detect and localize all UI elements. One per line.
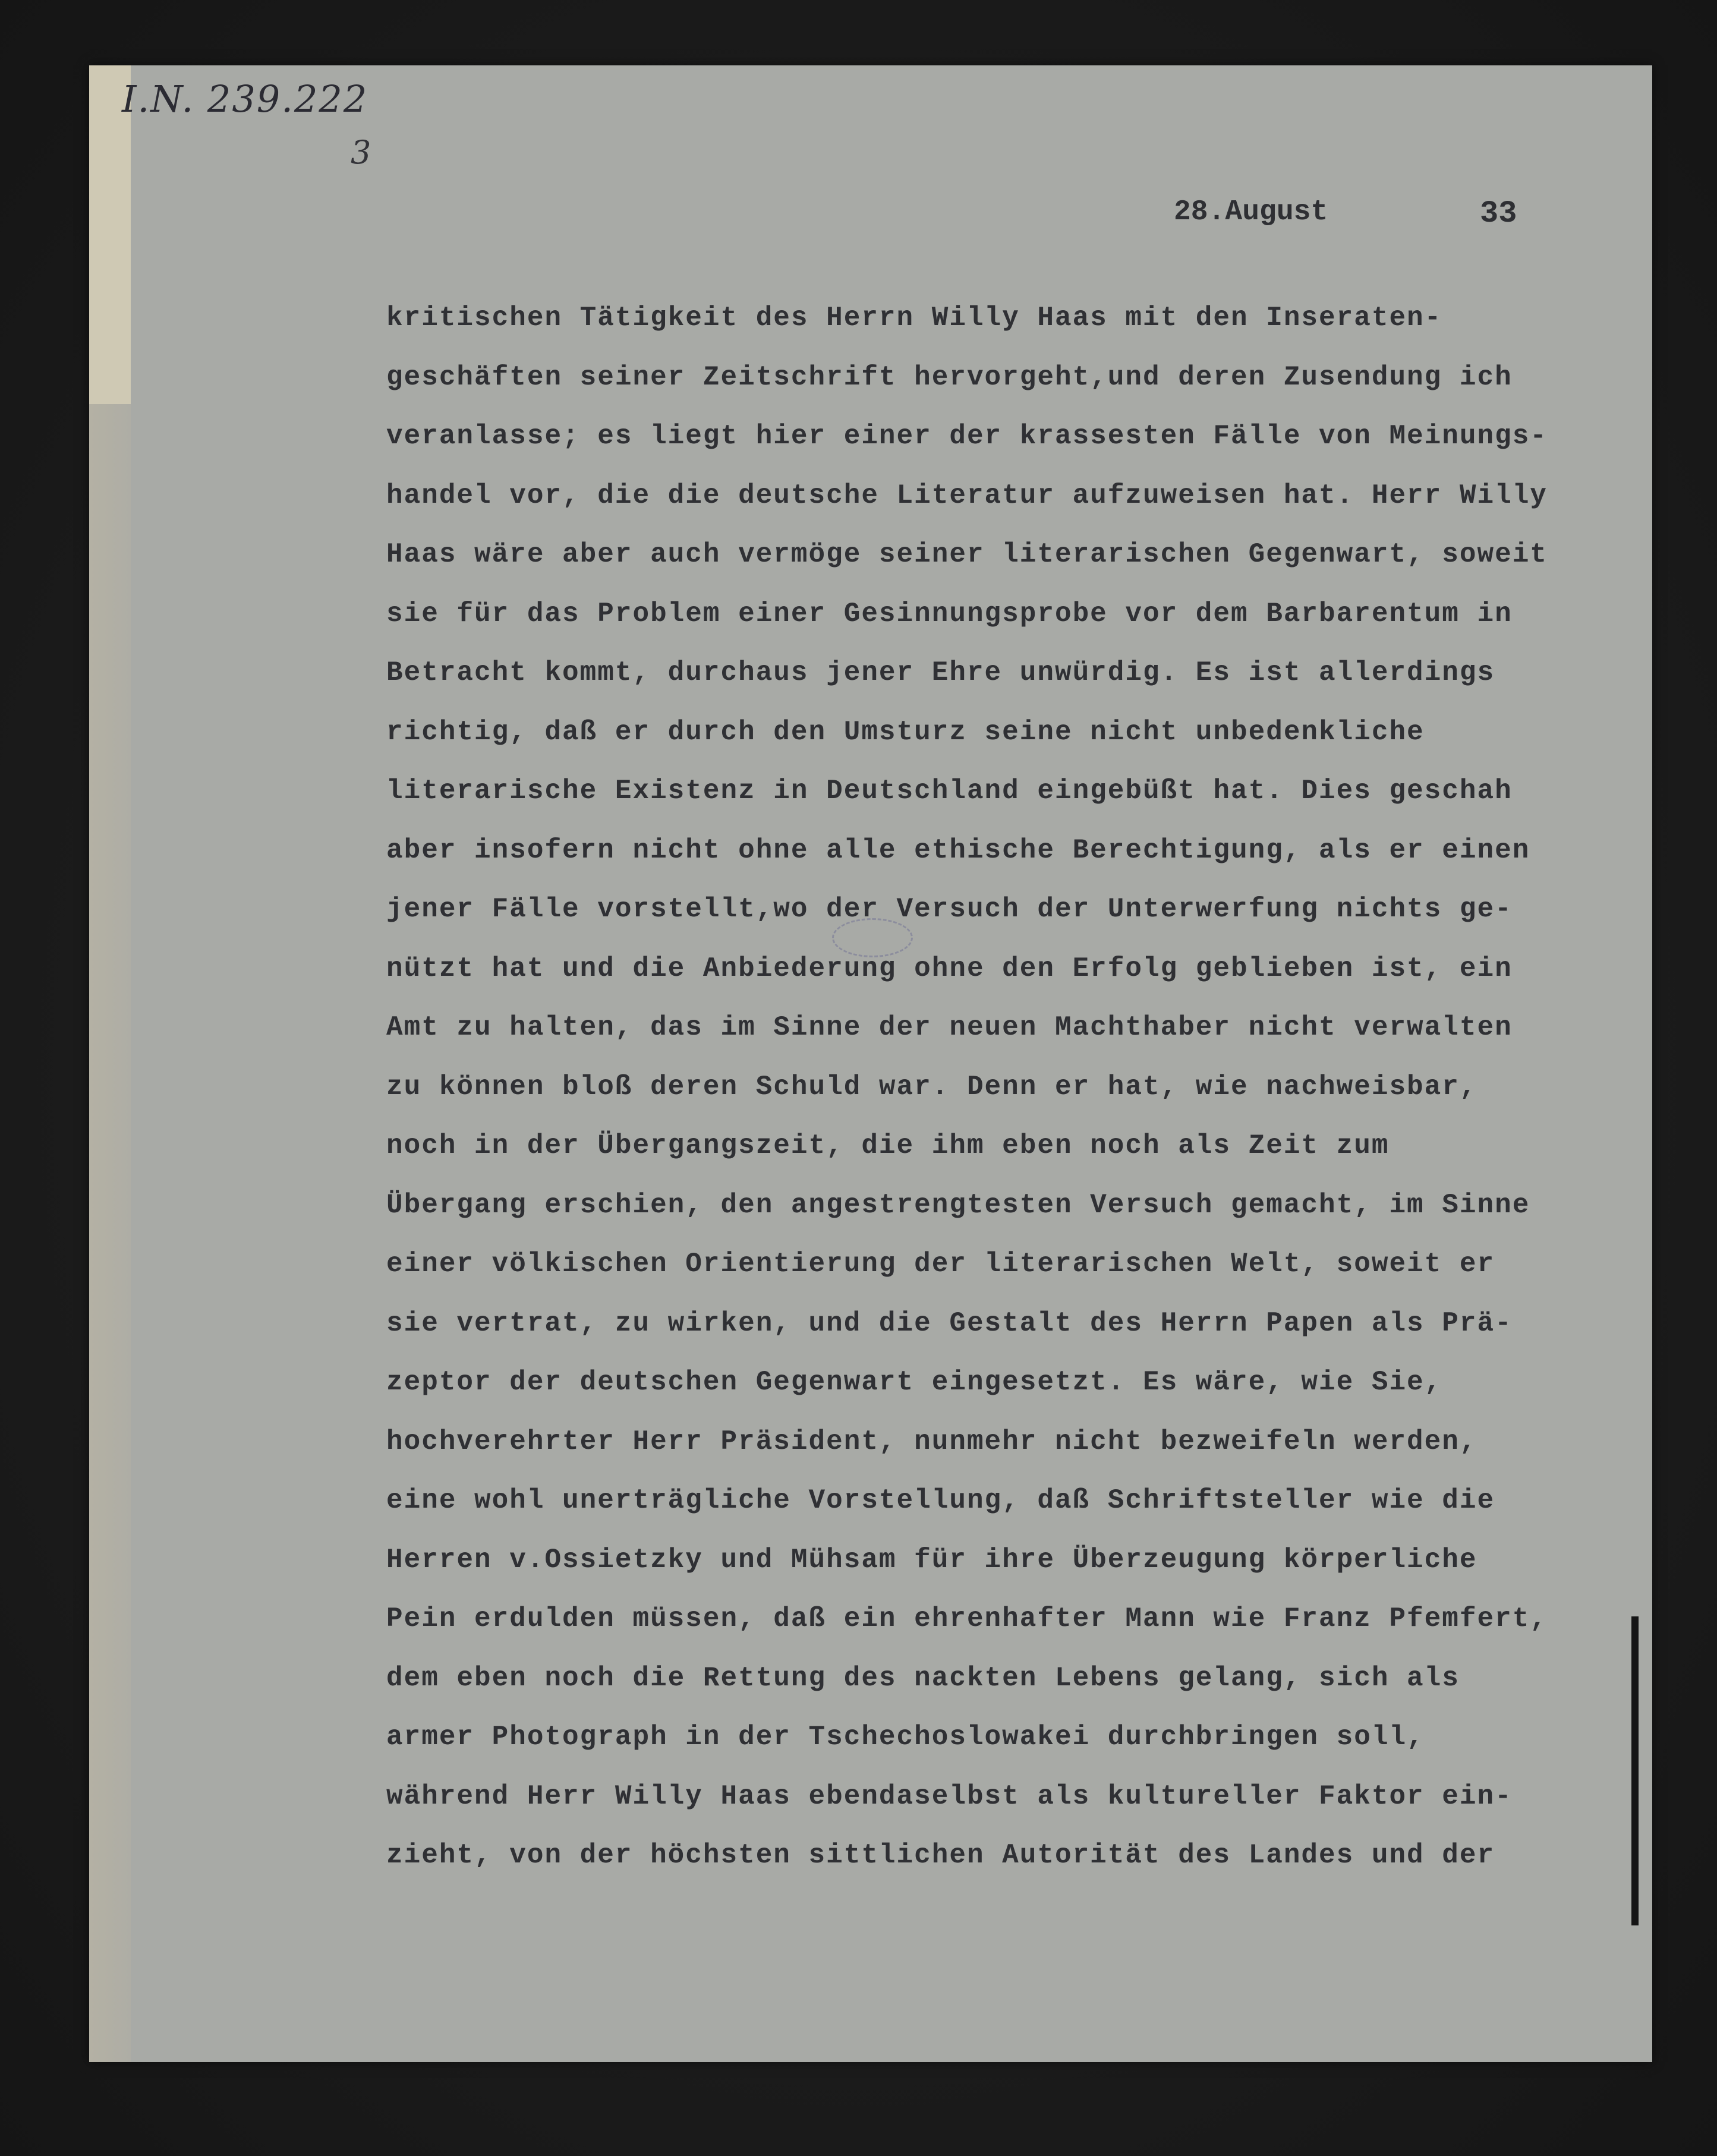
- text-line: kritischen Tätigkeit des Herrn Willy Haas mit den Inseraten-: [386, 302, 1442, 333]
- text-line: Übergang erschien, den angestrengtesten Versuch gemacht, im Sinne: [386, 1189, 1530, 1221]
- text-line: Betracht kommt, durchaus jener Ehre unwürdig. Es ist allerdings: [386, 657, 1495, 688]
- text-line: Herren v.Ossietzky und Mühsam für ihre Überzeugung körperliche: [386, 1544, 1477, 1575]
- text-line: jener Fälle vorstellt,wo der Versuch der Unterwerfung nichts ge-: [386, 894, 1513, 925]
- text-line: sie für das Problem einer Gesinnungsprobe vor dem Barbarentum in: [386, 598, 1513, 629]
- text-line: armer Photograph in der Tschechoslowakei durchbringen soll,: [386, 1722, 1425, 1752]
- text-line: Pein erdulden müssen, daß ein ehrenhafter Mann wie Franz Pfemfert,: [386, 1603, 1548, 1634]
- text-line: sie vertrat, zu wirken, und die Gestalt des Herrn Papen als Prä-: [386, 1307, 1513, 1339]
- text-line: Haas wäre aber auch vermöge seiner literarischen Gegenwart, soweit: [386, 539, 1548, 570]
- text-line: zu können bloß deren Schuld war. Denn er hat, wie nachweisbar,: [386, 1071, 1477, 1102]
- text-line: literarische Existenz in Deutschland eingebüßt hat. Dies geschah: [386, 776, 1513, 806]
- text-line: aber insofern nicht ohne alle ethische Berechtigung, als er einen: [386, 834, 1530, 866]
- text-line: geschäften seiner Zeitschrift hervorgeht,und deren Zusendung ich: [386, 361, 1513, 393]
- text-line: handel vor, die die deutsche Literatur aufzuweisen hat. Herr Willy: [386, 480, 1548, 511]
- text-line: dem eben noch die Rettung des nackten Lebens gelang, sich als: [386, 1662, 1460, 1694]
- text-line: einer völkischen Orientierung der literarischen Welt, soweit er: [386, 1249, 1495, 1279]
- text-line: nützt hat und die Anbiederung ohne den Erfolg geblieben ist, ein: [386, 953, 1513, 984]
- text-line: hochverehrter Herr Präsident, nunmehr nicht bezweifeln werden,: [386, 1426, 1477, 1457]
- typed-body-text: [386, 300, 1646, 1897]
- text-line: veranlasse; es liegt hier einer der krassesten Fälle von Meinungs-: [386, 421, 1548, 452]
- letter-date: 28.August: [1174, 196, 1328, 228]
- text-line: Amt zu halten, das im Sinne der neuen Machthaber nicht verwalten: [386, 1012, 1513, 1043]
- archive-number: I.N. 239.222: [122, 77, 368, 121]
- page-number: 33: [1480, 196, 1517, 231]
- text-line: richtig, daß er durch den Umsturz seine nicht unbedenkliche: [386, 716, 1425, 748]
- text-line: zieht, von der höchsten sittlichen Autorität des Landes und der: [386, 1840, 1495, 1871]
- text-line: während Herr Willy Haas ebendaselbst als kultureller Faktor ein-: [386, 1780, 1513, 1812]
- text-line: eine wohl unerträgliche Vorstellung, daß Schriftsteller wie die: [386, 1485, 1495, 1516]
- text-line: noch in der Übergangszeit, die ihm eben noch als Zeit zum: [386, 1130, 1390, 1161]
- sheet-number: 3: [351, 134, 371, 171]
- text-line: zeptor der deutschen Gegenwart eingesetzt. Es wäre, wie Sie,: [386, 1367, 1442, 1398]
